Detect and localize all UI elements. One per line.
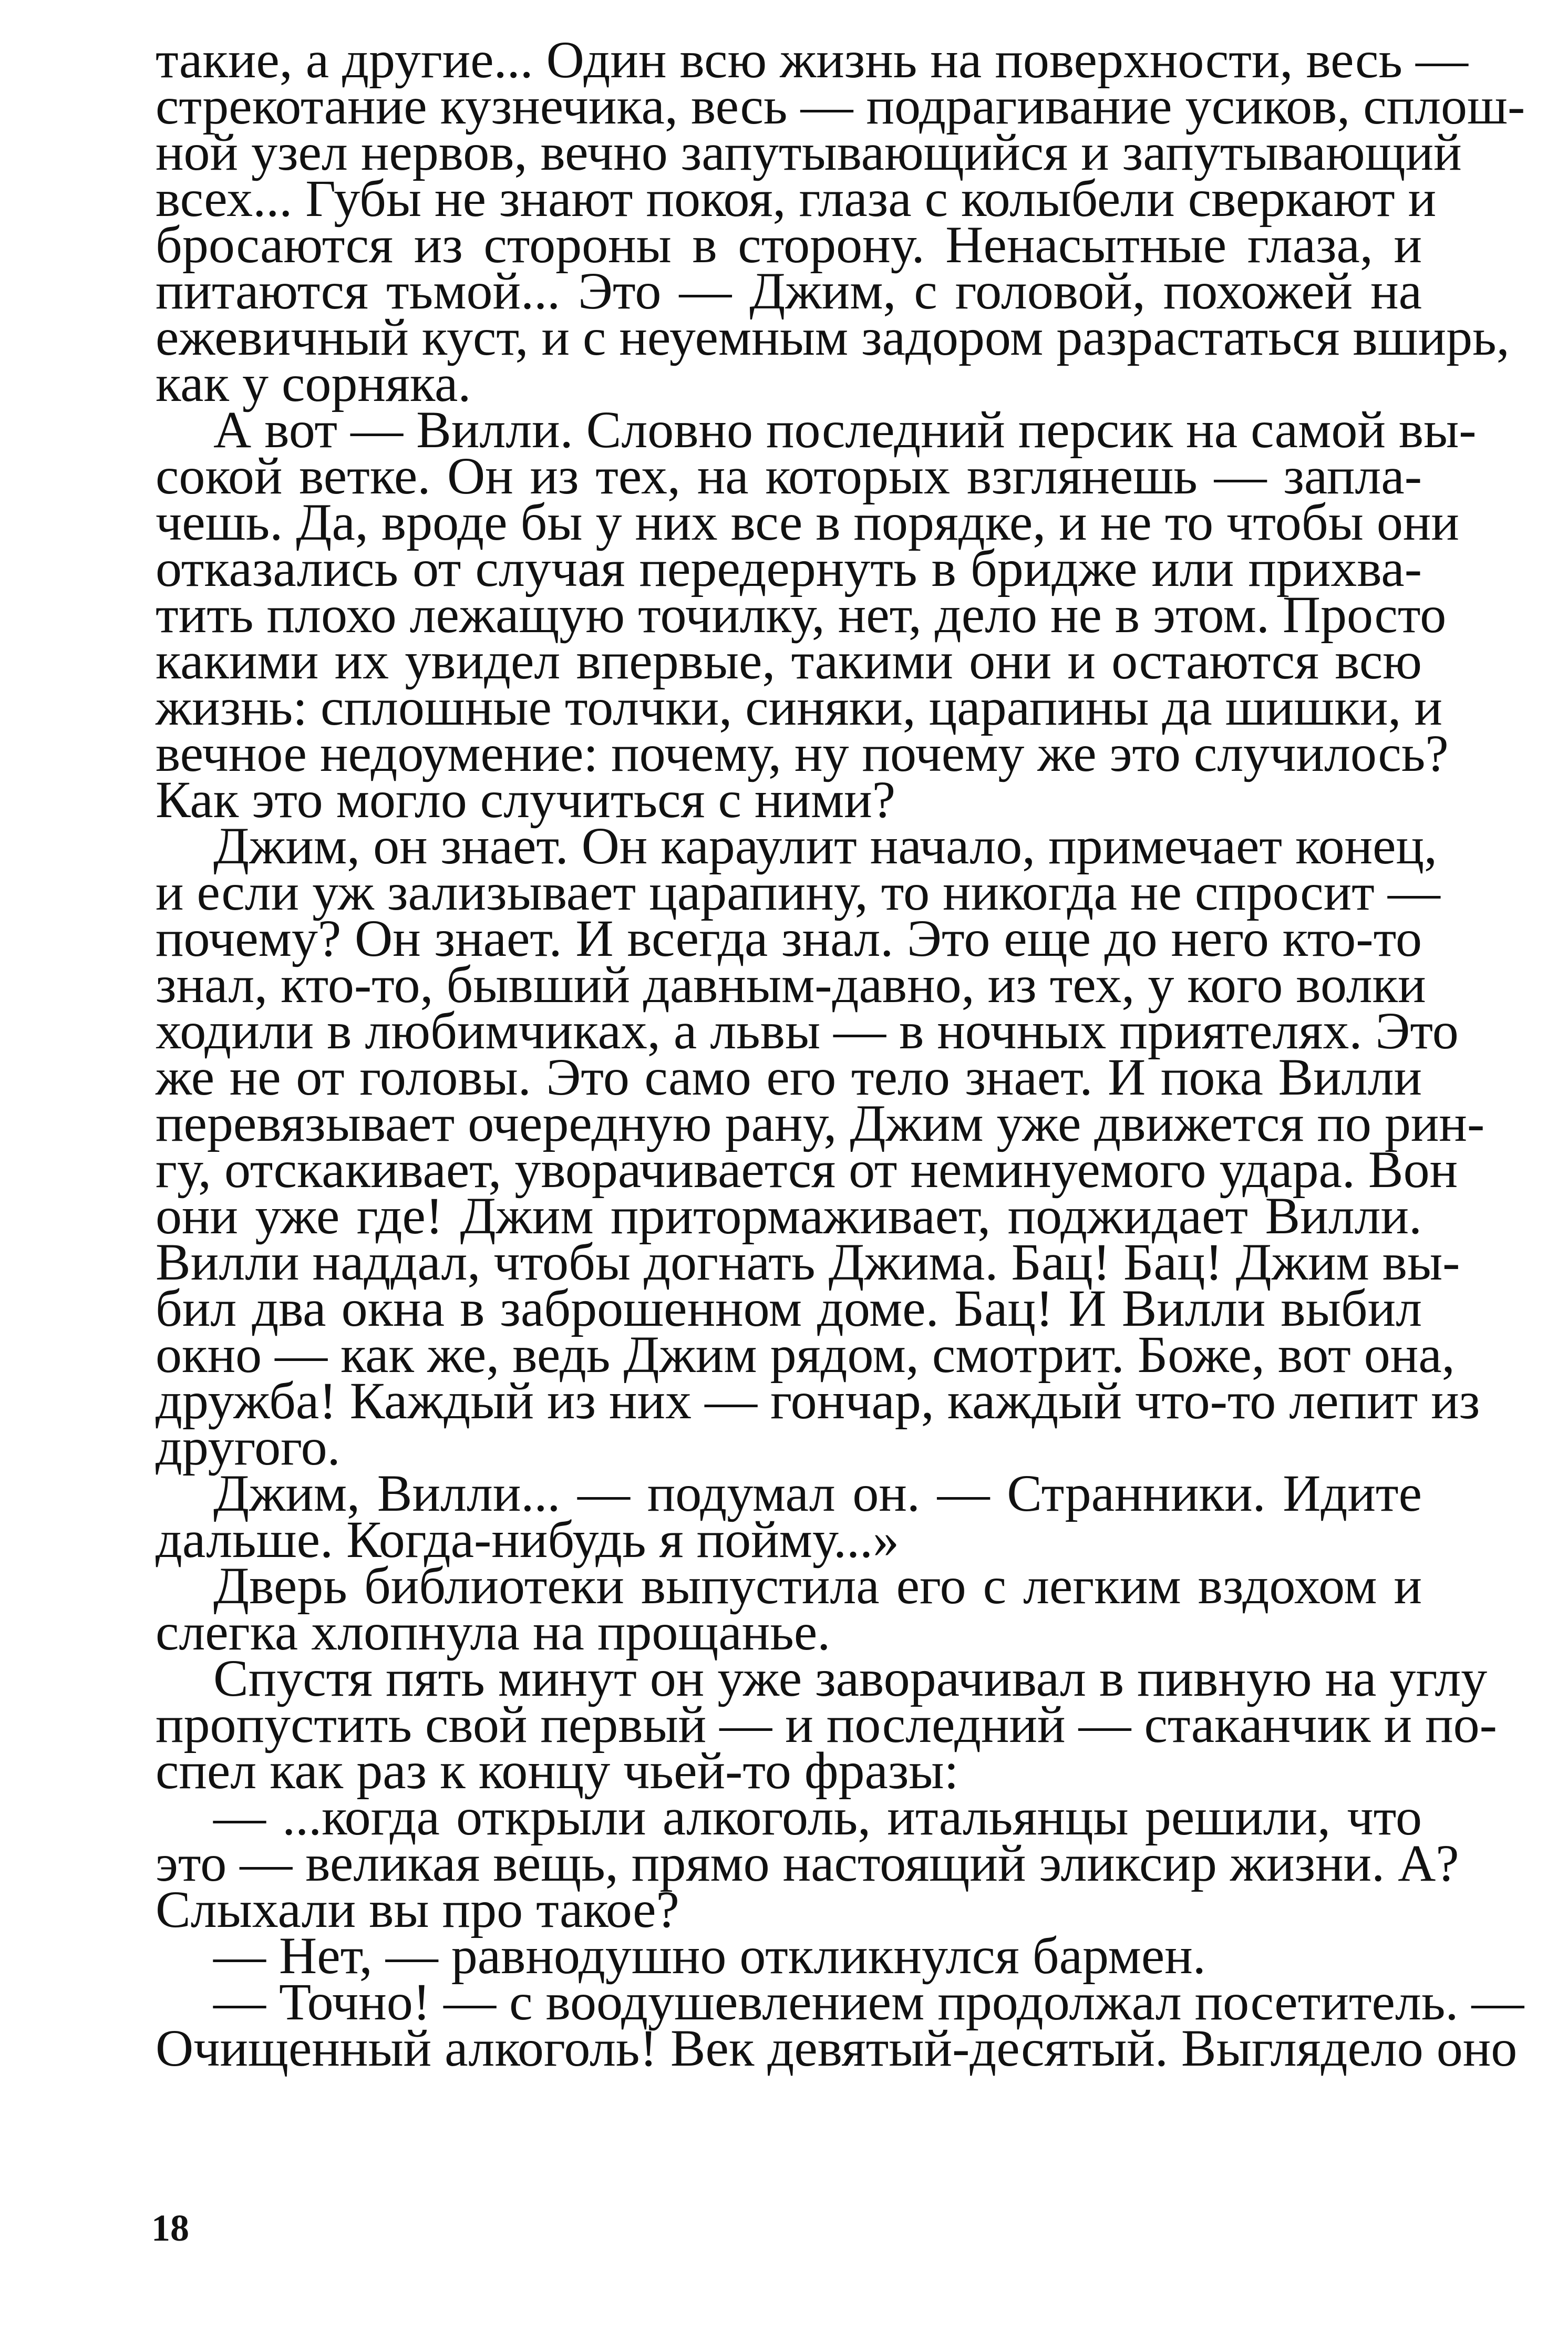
text-line: другого. bbox=[156, 1418, 341, 1476]
text-line: дальше. Когда-нибудь я пойму...» bbox=[156, 1510, 899, 1569]
text-line: перевязывает очередную рану, Джим уже движется по рин- bbox=[156, 1094, 1485, 1152]
text-line: — ...когда открыли алкоголь, итальянцы решили, что bbox=[213, 1788, 1422, 1846]
text-line: вечное недоумение: почему, ну почему же это случилось? bbox=[156, 724, 1449, 782]
text-line: Вилли наддал, чтобы догнать Джима. Бац! Бац! Джим вы- bbox=[156, 1233, 1460, 1291]
text-line: ходили в любимчиках, а львы — в ночных приятелях. Это bbox=[156, 1002, 1459, 1060]
text-line: бил два окна в заброшенном доме. Бац! И Вилли выбил bbox=[156, 1279, 1422, 1337]
text-line: пропустить свой первый — и последний — стаканчик и по- bbox=[156, 1695, 1497, 1754]
text-line: же не от головы. Это само его тело знает. И пока Вилли bbox=[156, 1048, 1422, 1106]
text-line: почему? Он знает. И всегда знал. Это еще до него кто-то bbox=[156, 909, 1422, 967]
text-line: окно — как же, ведь Джим рядом, смотрит. Боже, вот она, bbox=[156, 1325, 1455, 1384]
text-line: отказались от случая передернуть в бридже или прихва- bbox=[156, 539, 1422, 597]
text-line: — Точно! — с воодушевлением продолжал посетитель. — bbox=[213, 1973, 1524, 2031]
text-line: дружба! Каждый из них — гончар, каждый что-то лепит из bbox=[156, 1371, 1480, 1430]
text-line: Спустя пять минут он уже заворачивал в пивную на углу bbox=[213, 1649, 1488, 1707]
text-line: слегка хлопнула на прощанье. bbox=[156, 1603, 831, 1661]
page-body bbox=[156, 30, 1525, 2077]
text-line: такие, а другие... Один всю жизнь на поверхности, весь — bbox=[156, 30, 1468, 89]
text-line: чешь. Да, вроде бы у них все в порядке, и не то чтобы они bbox=[156, 493, 1459, 551]
text-line: питаются тьмой... Это — Джим, с головой, похожей на bbox=[156, 262, 1422, 320]
text-line: жизнь: сплошные толчки, синяки, царапины да шишки, и bbox=[156, 678, 1442, 736]
text-line: тить плохо лежащую точилку, нет, дело не в этом. Просто bbox=[156, 585, 1447, 644]
text-line: Слыхали вы про такое? bbox=[156, 1880, 679, 1938]
page-number: 18 bbox=[151, 2207, 189, 2249]
text-line: сокой ветке. Он из тех, на которых взглянешь — запла- bbox=[156, 447, 1422, 505]
text-line: ежевичный куст, и с неуемным задором разрастаться вширь, bbox=[156, 308, 1510, 366]
text-line: знал, кто-то, бывший давным-давно, из тех, у кого волки bbox=[156, 955, 1426, 1014]
text-line: они уже где! Джим притормаживает, поджидает Вилли. bbox=[156, 1187, 1422, 1245]
text-line: — Нет, — равнодушно откликнулся бармен. bbox=[213, 1926, 1206, 1985]
text-line: всех... Губы не знают покоя, глаза с колыбели сверкают и bbox=[156, 169, 1437, 228]
text-line: как у сорняка. bbox=[156, 354, 471, 412]
text-line: Джим, он знает. Он караулит начало, примечает конец, bbox=[213, 817, 1438, 875]
text-line: спел как раз к концу чьей-то фразы: bbox=[156, 1741, 959, 1800]
text-line: Как это могло случиться с ними? bbox=[156, 770, 896, 829]
text-line: и если уж зализывает царапину, то никогда не спросит — bbox=[156, 863, 1440, 921]
text-line: ной узел нервов, вечно запутывающийся и запутывающий bbox=[156, 123, 1462, 181]
text-line: гу, отскакивает, уворачивается от неминуемого удара. Вон bbox=[156, 1140, 1458, 1199]
text-line: бросаются из стороны в сторону. Ненасытные глаза, и bbox=[156, 215, 1422, 274]
text-line: стрекотание кузнечика, весь — подрагивание усиков, сплош- bbox=[156, 77, 1525, 135]
text-line: Очищенный алкоголь! Век девятый-десятый. Выглядело оно bbox=[156, 2019, 1518, 2077]
text-line: какими их увидел впервые, такими они и остаются всю bbox=[156, 632, 1422, 690]
text-line: это — великая вещь, прямо настоящий эликсир жизни. А? bbox=[156, 1834, 1459, 1892]
text-line: Джим, Вилли... — подумал он. — Странники. Идите bbox=[213, 1464, 1422, 1522]
text-line: Дверь библиотеки выпустила его с легким вздохом и bbox=[213, 1556, 1422, 1615]
text-line: А вот — Вилли. Словно последний персик на самой вы- bbox=[213, 400, 1477, 459]
